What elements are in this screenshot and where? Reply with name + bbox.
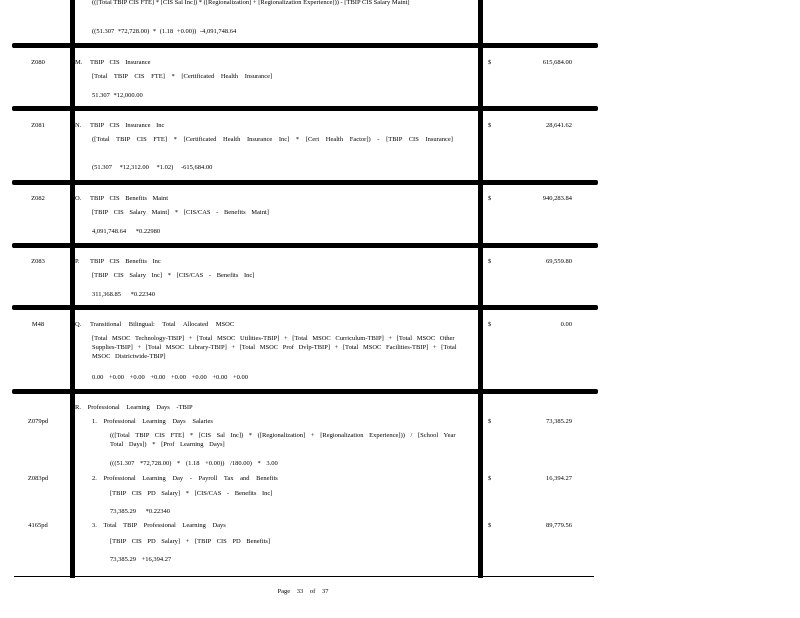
- row-amount: 73,385.29: [546, 418, 572, 425]
- row-code: Z082: [31, 195, 45, 202]
- row-title: TBIP CIS Benefits Inc: [90, 258, 161, 265]
- row-code: M48: [31, 321, 45, 328]
- row-calc: (((51.307 *72,728.00) * (1.18 +0.00)) /180.00) * 3.00: [110, 460, 278, 467]
- row-letter: N.: [75, 122, 82, 129]
- top-formula: (([Total TBIP CIS FTE] * [CIS Sal Inc]) * ([Regionalization] + [Regionalization Experience])) - [TBIP CIS Salary Maint]: [92, 0, 410, 6]
- row-amount: 940,283.84: [542, 195, 572, 202]
- row-code: Z079pd: [27, 418, 49, 425]
- row-title: 2. Professional Learning Day - Payroll Tax and Benefits: [92, 475, 278, 482]
- row-formula: [TBIP CIS PD Salary] * [CIS/CAS - Benefits Inc]: [110, 490, 273, 497]
- row-formula: [TBIP CIS PD Salary] + [TBIP CIS PD Benefits]: [110, 538, 271, 545]
- row-letter: O.: [75, 195, 82, 202]
- row-calc: 51.307 *12,000.00: [92, 92, 143, 99]
- row-separator: [12, 305, 598, 310]
- currency-symbol: $: [488, 122, 492, 129]
- row-formula: [Total MSOC Technology-TBIP] + [Total MSOC Utilities-TBIP] + [Total MSOC Curriculum-TBIP] + [Total MSOC Other Supplies-TBIP] + [Total MSOC Library-TBIP] + [Total MSOC Prof Dvlp-TBIP] + [Total MSOC Facilities-TBIP] + [Total MSOC Districtwide-TBIP]: [92, 335, 457, 360]
- page-footer: [0, 588, 606, 595]
- row-code: Z080: [31, 59, 45, 66]
- row-code: 4165pd: [28, 522, 48, 529]
- page-number: 33: [296, 588, 304, 595]
- currency-symbol: $: [488, 418, 492, 425]
- row-letter: P.: [75, 258, 80, 265]
- row-separator: [12, 180, 598, 185]
- row-separator: [12, 106, 598, 111]
- row-calc: (51.307 *12,312.00 *1.02) -615,684.00: [92, 164, 213, 171]
- row-amount: 615,684.00: [542, 59, 572, 66]
- row-amount: 89,779.56: [546, 522, 572, 529]
- row-formula: [Total TBIP CIS FTE] * [Certificated Health Insurance]: [92, 73, 273, 80]
- row-title: 3. Total TBIP Professional Learning Days: [92, 522, 226, 529]
- row-formula: (([Total TBIP CIS FTE] * [CIS Sal Inc]) * ([Regionalization] + [Regionalization Experience])) / [School Year Total Days]) * [Prof Learning Days]: [110, 432, 456, 448]
- row-title: TBIP CIS Insurance: [90, 59, 151, 66]
- row-formula: [TBIP CIS Salary Inc] * [CIS/CAS - Benefits Inc]: [92, 272, 255, 279]
- row-title: 1. Professional Learning Days Salaries: [92, 418, 213, 425]
- row-formula: ([Total TBIP CIS FTE] * [Certificated Health Insurance Inc] * [Cert Health Factor]) - [TBIP CIS Insurance]: [92, 136, 453, 143]
- row-formula: [TBIP CIS Salary Maint] * [CIS/CAS - Benefits Maint]: [92, 209, 269, 216]
- currency-symbol: $: [488, 195, 492, 202]
- row-amount: 69,559.80: [546, 258, 572, 265]
- page-total: 37: [321, 588, 329, 595]
- row-calc: 311,368.85 *0.22340: [92, 291, 156, 298]
- row-amount: 16,394.27: [546, 475, 572, 482]
- currency-symbol: $: [488, 321, 492, 328]
- row-separator: [12, 43, 598, 48]
- row-title: TBIP CIS Insurance Inc: [90, 122, 165, 129]
- row-code: Z081: [31, 122, 45, 129]
- row-amount: 0.00: [560, 321, 572, 328]
- table-bottom-border: [14, 576, 594, 577]
- page-label: Page: [277, 588, 291, 595]
- row-calc: 73,385.29 +16,394.27: [110, 556, 172, 563]
- row-letter: M.: [75, 59, 83, 66]
- section-heading: R. Professional Learning Days -TBIP: [75, 404, 193, 411]
- currency-symbol: $: [488, 522, 492, 529]
- row-calc: 0.00 +0.00 +0.00 +0.00 +0.00 +0.00 +0.00 +0.00: [92, 374, 249, 381]
- currency-symbol: $: [488, 258, 492, 265]
- row-separator: [12, 243, 598, 248]
- row-calc: 73,385.29 *0.22340: [110, 508, 170, 515]
- row-calc: 4,091,748.64 *0.22980: [92, 228, 161, 235]
- row-code: Z083: [31, 258, 45, 265]
- column-divider-left: [70, 0, 75, 578]
- row-title: TBIP CIS Benefits Maint: [90, 195, 169, 202]
- row-letter: Q.: [75, 321, 82, 328]
- row-amount: 28,641.62: [546, 122, 572, 129]
- page-of-label: of: [309, 588, 316, 595]
- currency-symbol: $: [488, 475, 492, 482]
- top-calc: ((51.307 *72,728.00) * (1.18 +0.00)) -4,091,748.64: [92, 28, 237, 35]
- currency-symbol: $: [488, 59, 492, 66]
- row-code: Z083pd: [27, 475, 49, 482]
- row-separator: [12, 389, 598, 394]
- column-divider-right: [478, 0, 483, 578]
- row-title: Transitional Bilingual: Total Allocated MSOC: [90, 321, 235, 328]
